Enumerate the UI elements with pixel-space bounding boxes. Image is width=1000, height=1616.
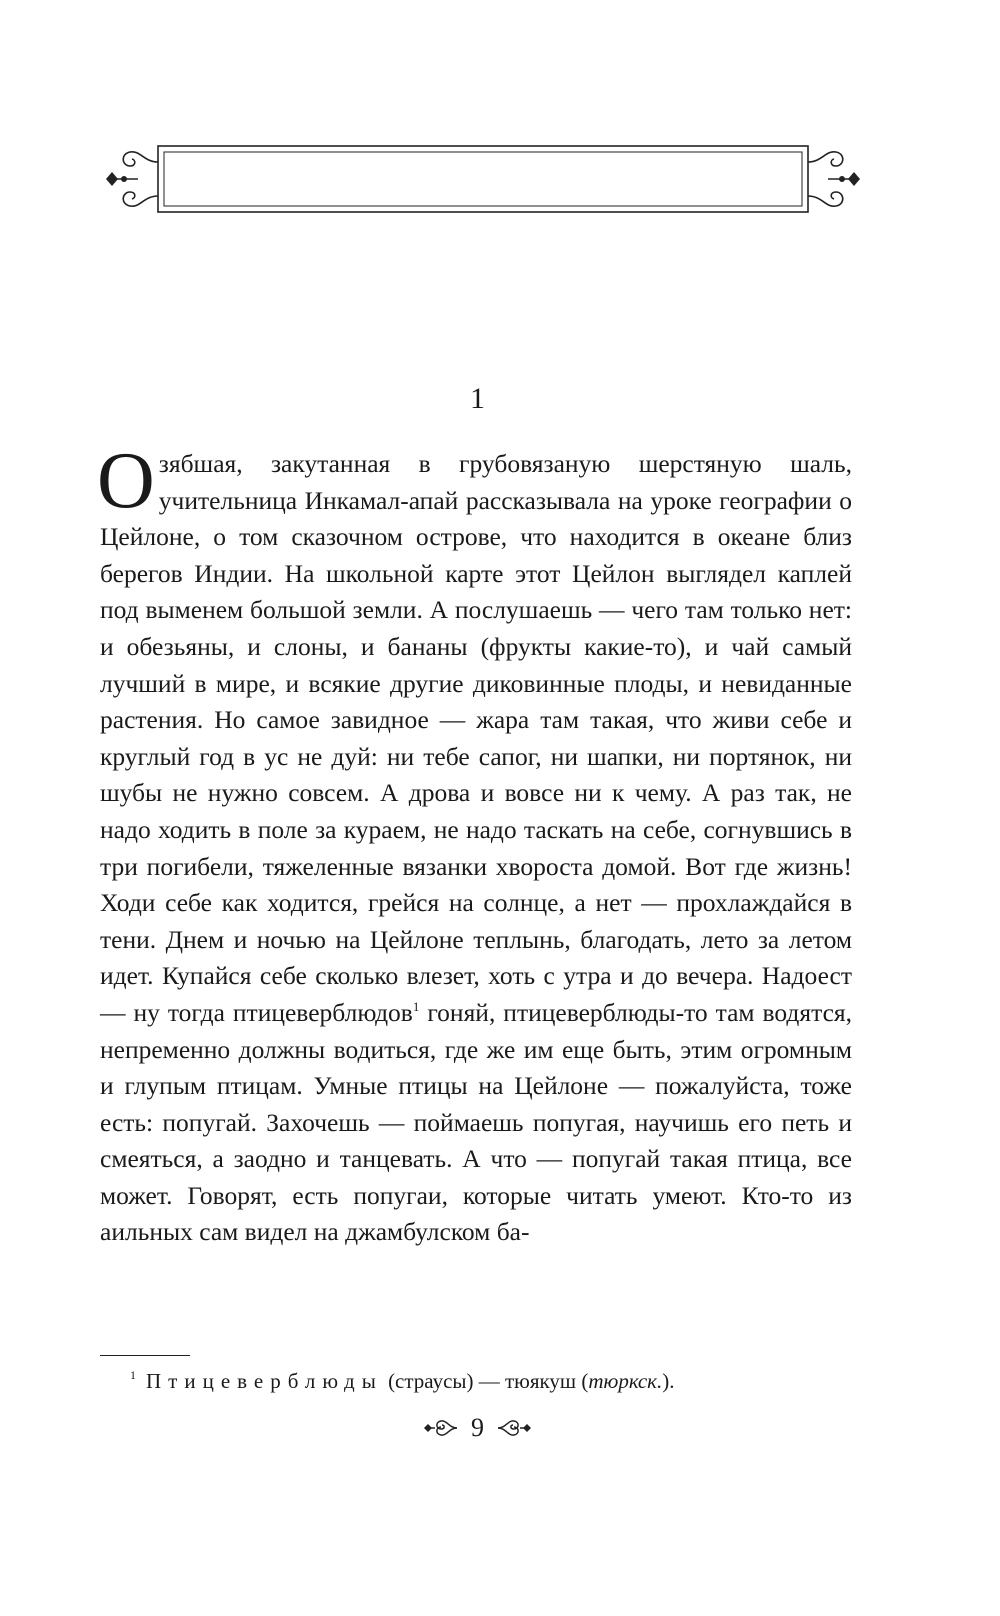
paragraph-text-end: гоняй, птицеверблюды-то там водятся, непременно должны водиться, где же им еще быть, этим огромным и глупым птицам. Умные птицы на Цейлоне — пожалуйста, тоже есть: попугай. Захочешь — поймаешь попугая, научишь его петь и смеяться, а заодно и танцевать. А что — попугай такая птица, все может. Говорят, есть попугаи, которые читать умеют. Кто-то из аильных сам видел на джамбулском ба- xyxy=(100,997,852,1247)
drop-cap: О xyxy=(97,437,155,525)
left-flourish-icon xyxy=(423,1416,459,1440)
footnote-divider xyxy=(100,1355,190,1356)
footnote-reference[interactable]: 1 xyxy=(412,998,420,1014)
paragraph xyxy=(97,437,852,1251)
footnote-gloss: (страусы) — тюякуш xyxy=(388,1369,577,1393)
footnote-language: тюркск. xyxy=(588,1369,663,1393)
footnote-mark: 1 xyxy=(130,1368,136,1382)
right-flourish-icon xyxy=(496,1416,532,1440)
footnote-term: Птицеверблюды xyxy=(146,1369,383,1393)
page-number: 9 xyxy=(471,1413,484,1442)
footnote: $^1$ Птицеверблюды (страусы) — тюякуш (тюркск.). xyxy=(130,1368,675,1393)
chapter-number: 1 xyxy=(470,382,485,415)
body-text xyxy=(97,437,852,1251)
paragraph-text-start: зябшая, закутанная в грубовязаную шерстяную шаль, учительница Инкамал-апай рассказывала на уроке географии о Цейлоне, о том сказочном острове, что находится в океане близ берегов Индии. На школьной карте этот Цейлон выглядел каплей под выменем большой земли. А послушаешь — чего там только нет: и обезьяны, и слоны, и бананы (фрукты какие-то), и чай самый лучший в мире, и всякие другие диковинные плоды, и невиданные растения. Но самое завидное — жара там такая, что живи себе и круглый год в ус не дуй: ни тебе сапог, ни шапки, ни портянок, ни шубы не нужно совсем. А дрова и вовсе ни к чему. А раз так, не надо ходить в поле за кураем, не надо таскать на себе, согнувшись в три погибели, тяжеленные вязанки хвороста домой. Вот где жизнь! Ходи себе как ходится, грейся на солнце, а нет — прохлаждайся в тени. Днем и ночью на Цейлоне теплынь, благодать, лето за летом идет. Купайся себе сколько влезет, хоть с утра и до вечера. Надоест — ну тогда птицеверблюдов xyxy=(100,449,852,1027)
header-ornament xyxy=(100,138,866,224)
folio xyxy=(0,1408,955,1448)
footnote-tail: ). xyxy=(662,1369,675,1393)
